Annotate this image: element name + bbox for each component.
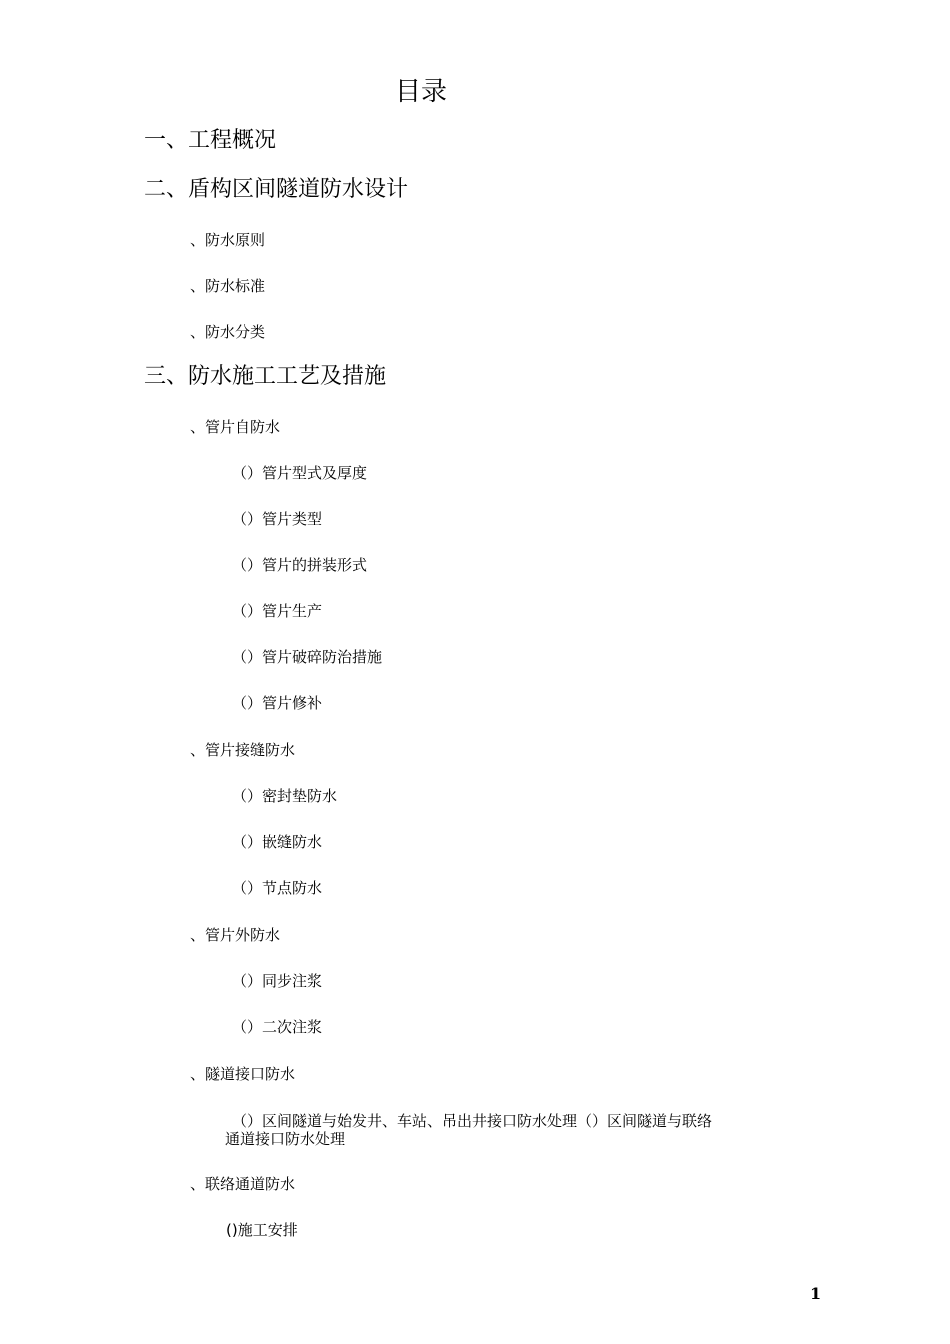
toc-entry-level2: 、隧道接口防水 (190, 1065, 296, 1083)
toc-title: 目录 (394, 77, 447, 107)
toc-entry-level2: 、联络通道防水 (190, 1175, 296, 1193)
toc-entry-level2: 、防水原则 (190, 231, 266, 249)
toc-entry-level3: （）同步注浆 (232, 972, 323, 990)
toc-entry-level2: 、管片接缝防水 (190, 741, 296, 759)
toc-entry-level1: 三、防水施工工艺及措施 (144, 364, 387, 389)
toc-entry-level3: （）密封垫防水 (232, 787, 338, 805)
toc-entry-level3: （）管片生产 (232, 602, 323, 620)
toc-entry-level3: （）二次注浆 (232, 1018, 323, 1036)
toc-entry-level2: 、管片外防水 (190, 926, 281, 944)
toc-entry-level3: ()施工安排 (226, 1221, 298, 1239)
toc-entry-level2: 、防水标准 (190, 277, 266, 295)
toc-entry-level3: （）管片的拼装形式 (232, 556, 368, 574)
toc-entry-level1: 二、盾构区间隧道防水设计 (144, 177, 409, 202)
toc-entry-level1: 一、工程概况 (144, 128, 277, 153)
toc-entry-level3: （）嵌缝防水 (232, 833, 323, 851)
toc-entry-level3: （）管片类型 (232, 510, 323, 528)
toc-entry-level3: （）管片破碎防治措施 (232, 648, 383, 666)
toc-entry-level3: （）管片型式及厚度 (232, 464, 368, 482)
page-number: 1 (810, 1284, 822, 1303)
toc-entry-level2: 、管片自防水 (190, 418, 281, 436)
toc-entry-level2: 、防水分类 (190, 323, 266, 341)
toc-entry-level3: （）管片修补 (232, 694, 323, 712)
toc-entry-level3: （）节点防水 (232, 879, 323, 897)
toc-entry-level3-multiline: （）区间隧道与始发井、车站、吊出井接口防水处理（）区间隧道与联络通道接口防水处理 (225, 1112, 713, 1148)
